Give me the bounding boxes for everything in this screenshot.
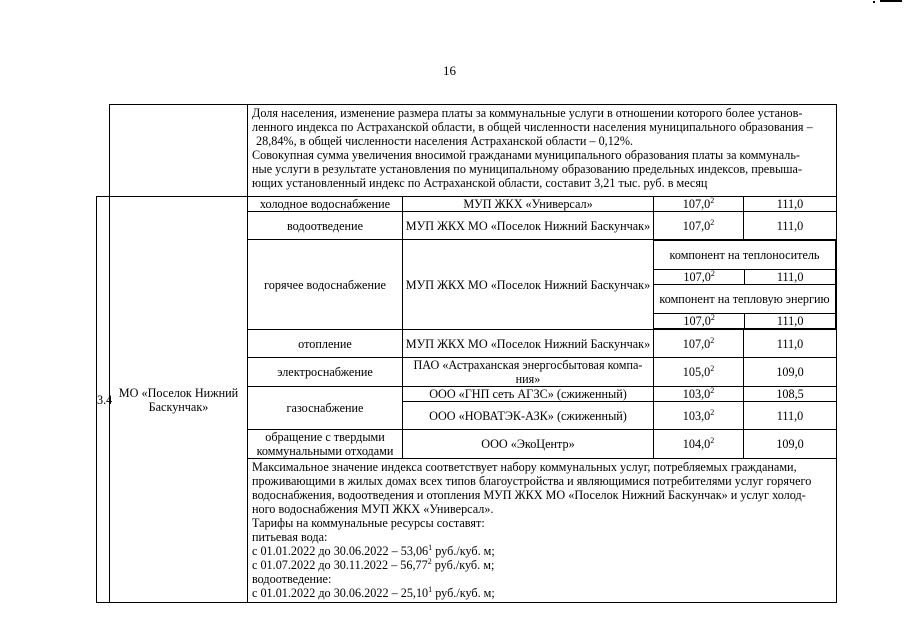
index-value: 107,0$^2$: [654, 330, 744, 358]
index-value: 103,0$^2$: [654, 387, 744, 402]
provider-name: ООО «ГНП сеть АГЗС» (сжиженный): [403, 387, 654, 402]
component-label: компонент на тепловую энергию: [654, 285, 836, 314]
text-line: водоотведение:: [252, 572, 332, 586]
limit-value: 108,5: [744, 387, 837, 402]
limit-value: 111,0: [745, 314, 836, 329]
limit-value: 109,0: [744, 430, 837, 459]
limit-value: 111,0: [744, 212, 837, 240]
text-line: Максимальное значение индекса соответствует набору коммунальных услуг, потребляемых гражданами,: [252, 460, 797, 474]
text-line: Совокупная сумма увеличения вносимой гражданами муниципального образования платы за коммуналь-: [252, 148, 800, 162]
text-line: Доля населения, изменение размера платы за коммунальные услуги в отношении которого более установ-: [252, 106, 803, 120]
index-value: 104,0$^2$: [654, 430, 744, 459]
intro-text: [248, 105, 837, 197]
text-line: питьевая вода:: [252, 530, 328, 544]
tariff-line: с 01.01.2022 до 30.06.2022 – 53,06$^1$ руб./куб. м;: [252, 542, 495, 558]
tariff-line: с 01.07.2022 до 30.11.2022 – 56,77$^2$ руб./куб. м;: [252, 556, 495, 572]
page-number: 16: [443, 63, 456, 78]
provider-name: МУП ЖКХ МО «Поселок Нижний Баскунчак»: [403, 212, 654, 240]
intro-row: [97, 105, 837, 197]
index-value: 107,0$^2$: [654, 314, 745, 329]
service-name: горячее водоснабжение: [248, 240, 403, 330]
provider-name: ООО «ЭкоЦентр»: [403, 430, 654, 459]
limit-value: 109,0: [744, 358, 837, 387]
tariff-line: с 01.01.2022 до 30.06.2022 – 25,10$^1$ руб./куб. м;: [252, 584, 495, 600]
limit-value: 111,0: [744, 330, 837, 358]
tariff-table: [96, 104, 837, 603]
service-name: обращение с твердыми коммунальными отходами: [248, 430, 403, 459]
municipality-name: МО «Поселок Нижний Баскунчак»: [110, 197, 248, 603]
provider-name: ООО «НОВАТЭК-АЗК» (сжиженный): [403, 402, 654, 430]
service-name: водоотведение: [248, 212, 403, 240]
index-value: 107,0$^2$: [654, 197, 744, 212]
provider-name: МУП ЖКХ МО «Поселок Нижний Баскунчак»: [403, 330, 654, 358]
service-name: холодное водоснабжение: [248, 197, 403, 212]
limit-value: 111,0: [744, 197, 837, 212]
index-value: 107,0$^2$: [654, 270, 745, 285]
text-line: ные услуги в результате установления по муниципальному образованию предельных индексов, превыша-: [252, 162, 803, 176]
empty-cell: [110, 105, 248, 197]
service-name: отопление: [248, 330, 403, 358]
text-line: ленного индекса по Астраханской области, в общей численности населения муниципального образования –: [252, 120, 813, 134]
page-corner-mark: [875, 0, 905, 6]
index-value: 103,0$^2$: [654, 402, 744, 430]
margin-cell: [97, 105, 110, 197]
row-number: 3.4: [97, 197, 110, 603]
index-value: 105,0$^2$: [654, 358, 744, 387]
provider-name: ПАО «Астраханская энергосбытовая компа-ния»: [403, 358, 654, 387]
text-line: водоснабжения, водоотведения и отопления МУП ЖКХ МО «Поселок Нижний Баскунчак» и услуг холод-: [252, 488, 806, 502]
index-value: 107,0$^2$: [654, 212, 744, 240]
hot-water-components: [654, 240, 837, 330]
notes-text: [248, 459, 837, 603]
component-label: компонент на теплоноситель: [654, 241, 836, 270]
text-line: 28,84%, в общей численности населения Астраханской области – 0,12%.: [256, 134, 634, 148]
text-line: проживающими в жилых домах всех типов благоустройства и являющимися потребителями услуг горячего: [252, 474, 812, 488]
provider-name: МУП ЖКХ МО «Поселок Нижний Баскунчак»: [403, 240, 654, 330]
service-row-cold-water: [97, 197, 837, 212]
text-line: Тарифы на коммунальные ресурсы составят:: [252, 516, 485, 530]
service-name: электроснабжение: [248, 358, 403, 387]
limit-value: 111,0: [744, 402, 837, 430]
service-name: газоснабжение: [248, 387, 403, 430]
text-line: ющих установленный индекс по Астраханской области, составит 3,21 тыс. руб. в месяц: [252, 176, 708, 190]
limit-value: 111,0: [745, 270, 836, 285]
text-line: ного водоснабжения МУП ЖКХ «Универсал».: [252, 502, 494, 516]
provider-name: МУП ЖКХ «Универсал»: [403, 197, 654, 212]
